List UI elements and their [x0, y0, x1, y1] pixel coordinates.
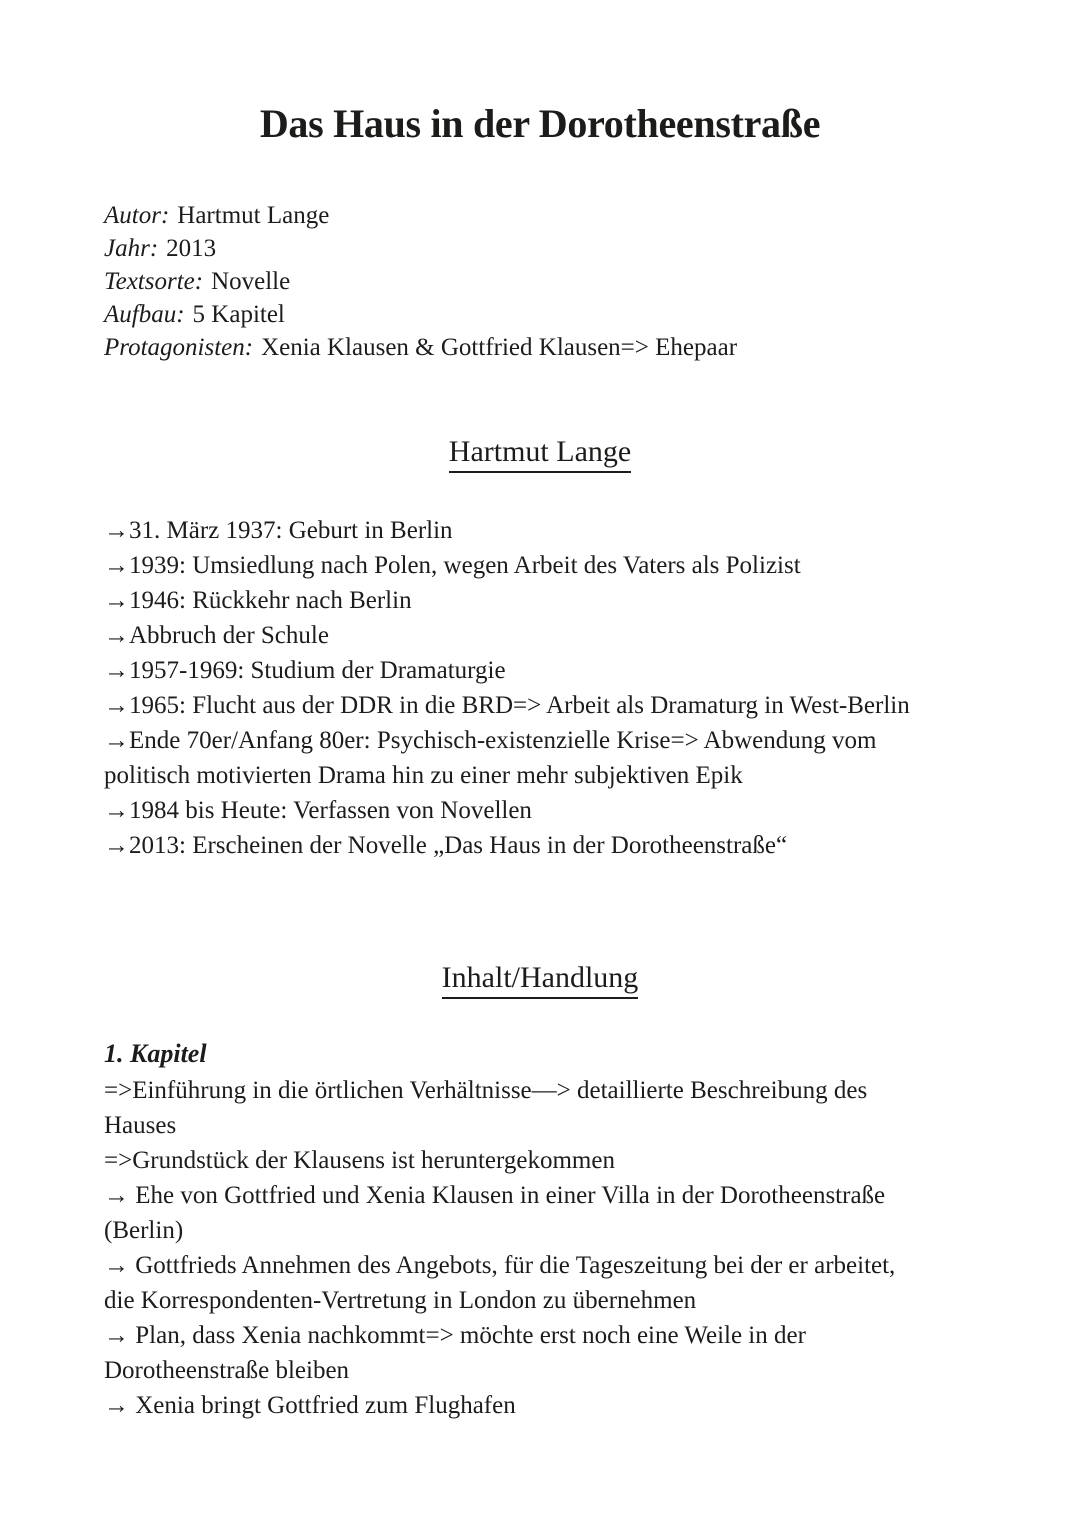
biography-item: →1965: Flucht aus der DDR in die BRD=> Arbeit als Dramaturg in West-Berlin	[104, 692, 910, 719]
biography-item: →2013: Erscheinen der Novelle „Das Haus in der Dorotheenstraße“	[104, 832, 788, 859]
biography-item: →1957-1969: Studium der Dramaturgie	[104, 657, 506, 684]
meta-label-textsorte: Textsorte:	[104, 268, 204, 295]
biography-list	[104, 513, 916, 863]
meta-value-autor: Hartmut Lange	[177, 202, 330, 229]
section-heading-hartmut-lange	[0, 434, 1080, 473]
meta-value-protagonisten: Xenia Klausen & Gottfried Klausen=> Ehepaar	[261, 334, 738, 361]
section-heading-hartmut-lange-text: Hartmut Lange	[449, 434, 631, 473]
chapter-1-item: → Plan, dass Xenia nachkommt=> möchte erst noch eine Weile in der Dorotheenstraße bleiben	[104, 1322, 806, 1384]
meta-label-protagonisten: Protagonisten:	[104, 334, 254, 361]
meta-line-aufbau	[104, 298, 914, 331]
section-heading-inhalt-handlung	[0, 960, 1080, 999]
biography-item: →Ende 70er/Anfang 80er: Psychisch-existenzielle Krise=> Abwendung vom politisch motivierten Drama hin zu einer mehr subjektiven Epik	[104, 727, 877, 789]
meta-line-jahr	[104, 232, 914, 265]
biography-item: →Abbruch der Schule	[104, 622, 329, 649]
meta-value-jahr: 2013	[166, 235, 217, 262]
section-heading-inhalt-handlung-text: Inhalt/Handlung	[442, 960, 639, 999]
chapter-1-heading: 1. Kapitel	[104, 1039, 207, 1068]
chapter-1-item: → Ehe von Gottfried und Xenia Klausen in einer Villa in der Dorotheenstraße (Berlin)	[104, 1182, 886, 1244]
biography-item: →1984 bis Heute: Verfassen von Novellen	[104, 797, 532, 824]
meta-block	[104, 199, 914, 364]
chapter-1-item: =>Grundstück der Klausens ist heruntergekommen	[104, 1147, 615, 1174]
chapter-1-item: → Xenia bringt Gottfried zum Flughafen	[104, 1392, 516, 1419]
chapter-1-item: =>Einführung in die örtlichen Verhältnisse—> detaillierte Beschreibung des Hauses	[104, 1077, 868, 1139]
meta-label-jahr: Jahr:	[104, 235, 159, 262]
meta-label-aufbau: Aufbau:	[104, 301, 185, 328]
meta-line-textsorte	[104, 265, 914, 298]
biography-item: →1946: Rückkehr nach Berlin	[104, 587, 412, 614]
meta-line-protagonisten	[104, 331, 914, 364]
page-title: Das Haus in der Dorotheenstraße	[259, 101, 821, 146]
meta-label-autor: Autor:	[104, 202, 170, 229]
biography-item: →31. März 1937: Geburt in Berlin	[104, 517, 453, 544]
meta-value-textsorte: Novelle	[211, 268, 291, 295]
chapter-1-list	[104, 1073, 916, 1423]
meta-line-autor	[104, 199, 914, 232]
biography-item: →1939: Umsiedlung nach Polen, wegen Arbeit des Vaters als Polizist	[104, 552, 801, 579]
meta-value-aufbau: 5 Kapitel	[192, 301, 285, 328]
chapter-1-item: → Gottfrieds Annehmen des Angebots, für die Tageszeitung bei der er arbeitet, die Korrespondenten-Vertretung in London zu übernehmen	[104, 1252, 896, 1314]
